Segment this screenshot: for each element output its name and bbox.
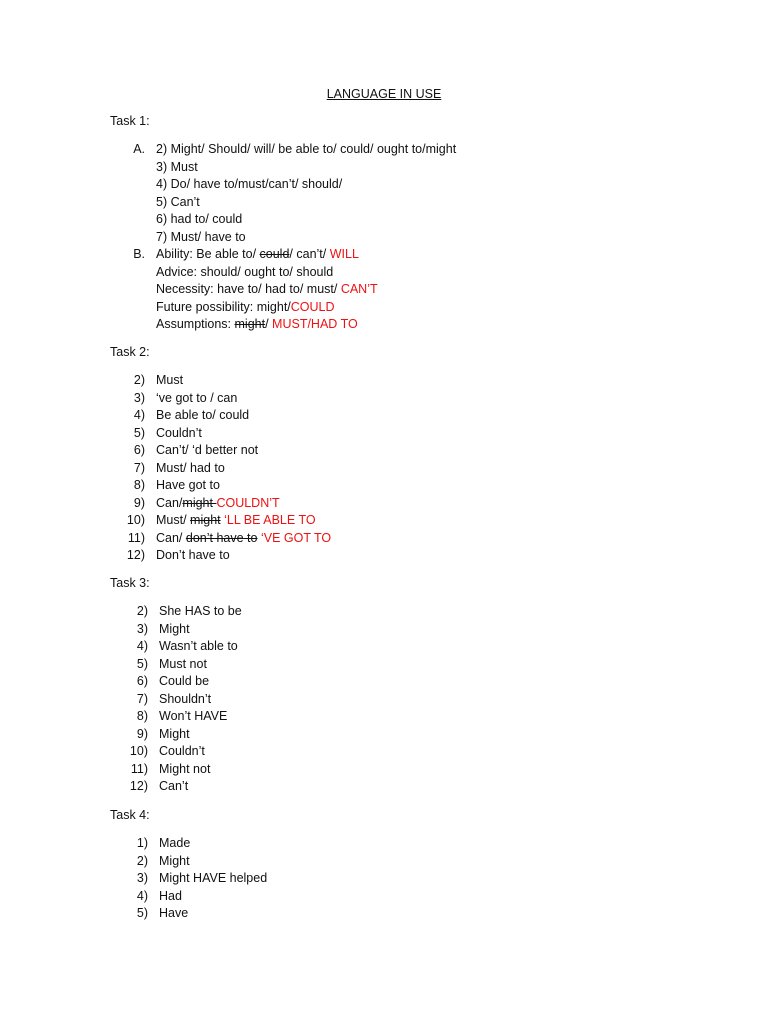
item-number: 5) [136,906,148,920]
answer-text: Must/ had to [156,460,225,475]
struck-text: might [190,513,221,527]
answer-line [156,264,333,282]
answer-text: Won’t HAVE [159,709,228,723]
answer-text: 2) Might/ Should/ will/ be able to/ could/ ought to/might [156,142,457,156]
item-number: 2) [133,373,145,387]
item-number: 2) [136,853,148,868]
answer-line [156,442,258,460]
item-number: 10) [129,744,148,758]
answer-text: Ability: Be able to/ [156,247,260,261]
answer-text: 5) Can’t [156,194,200,209]
struck-text: might [182,495,217,510]
answer-text: Might [159,853,190,868]
answer-line [156,495,280,513]
item-number: 6) [133,443,145,457]
item-number: 11) [127,530,145,545]
answer-text: Must/ [156,513,191,527]
answer-text: Might [159,726,190,741]
item-number: 7) [136,691,148,706]
item-number: 5) [133,425,145,440]
item-number: 2) [136,604,148,618]
item-number: 5) [136,656,148,671]
item-number: 3) [136,871,148,885]
correction-text: ‘LL BE ABLE TO [220,513,316,527]
answer-line [156,281,378,299]
correction-text: COULDN’T [216,495,280,510]
struck-text: don’t have to [185,530,258,545]
answer-line [156,407,249,425]
correction-text: CAN’T [340,282,378,296]
answer-text: Assumptions: [156,317,235,331]
answer-text: Might HAVE helped [159,871,268,885]
answer-text: Can/ [156,530,186,545]
item-number: 4) [133,408,145,422]
struck-text: might [234,317,266,331]
answer-text: / [265,317,273,331]
answer-line [156,372,183,390]
answer-text: Shouldn’t [159,691,212,706]
item-number: 11) [130,761,148,776]
item-number: 3) [133,390,145,405]
answer-text: Couldn’t [159,744,205,758]
answer-text: 4) Do/ have to/must/can’t/ should/ [156,177,343,191]
item-number: 8) [136,709,148,723]
answer-text: ‘ve got to / can [156,390,238,405]
answer-text: Advice: should/ ought to/ should [156,264,334,279]
answer-text: Can’t [159,779,189,793]
answer-line [156,547,230,565]
answer-text: Wasn’t able to [159,639,238,653]
correction-text: ‘VE GOT TO [257,530,332,545]
answer-text: Might not [159,761,211,776]
struck-text: could [259,247,290,261]
correction-text: COULD [290,299,335,314]
answer-text: Have got to [156,478,220,492]
page-title: LANGUAGE IN USE [326,87,442,101]
answer-text: Future possibility: might/ [156,299,291,314]
item-number: 6) [136,674,148,688]
answer-text: Might [159,621,190,636]
item-number: 10) [126,513,145,527]
item-number: 4) [136,888,148,903]
answer-line [156,425,202,443]
answer-text: Must [156,373,184,387]
item-number: 12) [126,548,145,562]
answer-text: Must not [159,656,207,671]
task2-heading: Task 2: [110,345,150,359]
item-number: 4) [136,639,148,653]
answer-text: Had [159,888,182,903]
answer-text: Could be [159,674,210,688]
item-number: 12) [129,779,148,793]
answer-text: / can’t/ [289,247,330,261]
task3-heading: Task 3: [110,576,150,590]
answer-line [156,530,331,548]
correction-text: WILL [329,247,359,261]
task1-heading: Task 1: [110,114,150,128]
answer-text: Be able to/ could [156,408,250,422]
item-number: 7) [133,460,145,475]
answer-text: 3) Must [156,159,198,174]
answer-line [156,299,335,317]
answer-text: Can/ [156,495,183,510]
answer-line [156,390,237,408]
answer-text: Can’t/ ‘d better not [156,443,259,457]
answer-line [156,246,359,264]
answer-line [156,460,225,478]
answer-text: She HAS to be [159,604,242,618]
answer-text: Couldn’t [156,425,202,440]
answer-text: Necessity: have to/ had to/ must/ [156,282,341,296]
answer-line [156,477,220,495]
correction-text: MUST/HAD TO [272,317,358,331]
answer-text: Made [159,836,191,850]
section-marker: A. [133,142,145,156]
item-number: 3) [136,621,148,636]
item-number: 8) [133,478,145,492]
item-number: 9) [133,495,145,510]
answer-text: 6) had to/ could [156,212,243,226]
answer-text: 7) Must/ have to [156,229,246,244]
item-number: 9) [136,726,148,741]
task4-heading: Task 4: [110,808,150,822]
answer-line [156,316,358,334]
item-number: 1) [136,836,148,850]
answer-text: Don’t have to [156,548,230,562]
answer-line [156,512,316,530]
answer-text: Have [159,906,189,920]
section-marker: B. [133,247,145,261]
